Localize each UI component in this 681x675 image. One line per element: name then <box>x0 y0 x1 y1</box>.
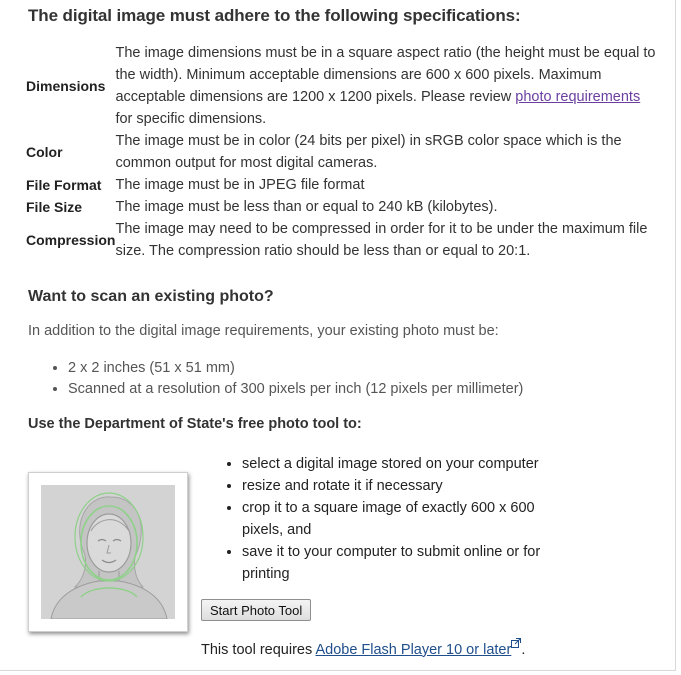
requirement-text-end: . <box>521 641 526 658</box>
spec-row-compression <box>26 218 658 262</box>
list-item: • select a digital image stored on your computer <box>242 453 562 475</box>
external-link-icon <box>511 639 521 651</box>
list-item: • 2 x 2 inches (51 x 51 mm) <box>68 358 523 379</box>
portrait-silhouette-icon <box>41 485 175 619</box>
dimensions-text-end: for specific dimensions. <box>115 111 267 127</box>
photo-requirements-link[interactable]: photo requirements <box>515 89 641 105</box>
spec-row-file-size <box>26 196 658 218</box>
spec-row-dimensions <box>26 42 658 130</box>
spec-label-color: Color <box>26 144 63 160</box>
adobe-flash-player-link-label: Adobe Flash Player 10 or later <box>315 641 512 658</box>
spec-row-file-format <box>26 174 658 196</box>
spec-row-color <box>26 130 658 174</box>
start-photo-tool-button[interactable]: Start Photo Tool <box>201 599 311 621</box>
requirement-text: This tool requires <box>201 641 316 658</box>
spec-label-file-format: File Format <box>26 177 102 193</box>
spec-label-file-size: File Size <box>26 199 83 215</box>
specifications-table <box>26 42 658 262</box>
spec-label-compression: Compression <box>26 232 116 248</box>
scan-requirements-list <box>48 358 523 400</box>
list-item: • save it to your computer to submit online or for printing <box>242 541 562 585</box>
photo-tool-heading: Use the Department of State's free photo tool to: <box>28 416 362 432</box>
sample-photo-frame <box>28 472 188 632</box>
spec-label-dimensions: Dimensions <box>26 78 106 94</box>
sample-portrait-image <box>41 485 175 619</box>
page-heading: The digital image must adhere to the following specifications: <box>28 6 521 25</box>
list-item: • crop it to a square image of exactly 600 x 600 pixels, and <box>242 497 562 541</box>
flash-requirement-note <box>201 638 525 658</box>
spec-value-dimensions <box>115 42 658 130</box>
spec-value-color: The image must be in color (24 bits per pixel) in sRGB color space which is the common output for most digital cameras. <box>115 133 622 171</box>
spec-value-file-format: The image must be in JPEG file format <box>115 177 365 193</box>
spec-value-file-size: The image must be less than or equal to 240 kB (kilobytes). <box>115 199 498 215</box>
adobe-flash-player-link[interactable] <box>315 642 521 658</box>
photo-tool-features-list <box>222 453 562 585</box>
list-item: • resize and rotate it if necessary <box>242 475 562 497</box>
spec-value-compression: The image may need to be compressed in order for it to be under the maximum file size. The compression ratio should be less than or equal to 20:1. <box>115 221 648 259</box>
dimensions-text: The image dimensions must be in a square aspect ratio (the height must be equal to the width). Minimum acceptable dimensions are 600 x 600 pixels. Maximum acceptable dimensions are 1200 x 1200 pixels. Please review <box>115 45 656 105</box>
list-item: • Scanned at a resolution of 300 pixels per inch (12 pixels per millimeter) <box>68 379 523 400</box>
scan-heading: Want to scan an existing photo? <box>28 288 274 305</box>
scan-intro: In addition to the digital image requirements, your existing photo must be: <box>28 323 499 339</box>
